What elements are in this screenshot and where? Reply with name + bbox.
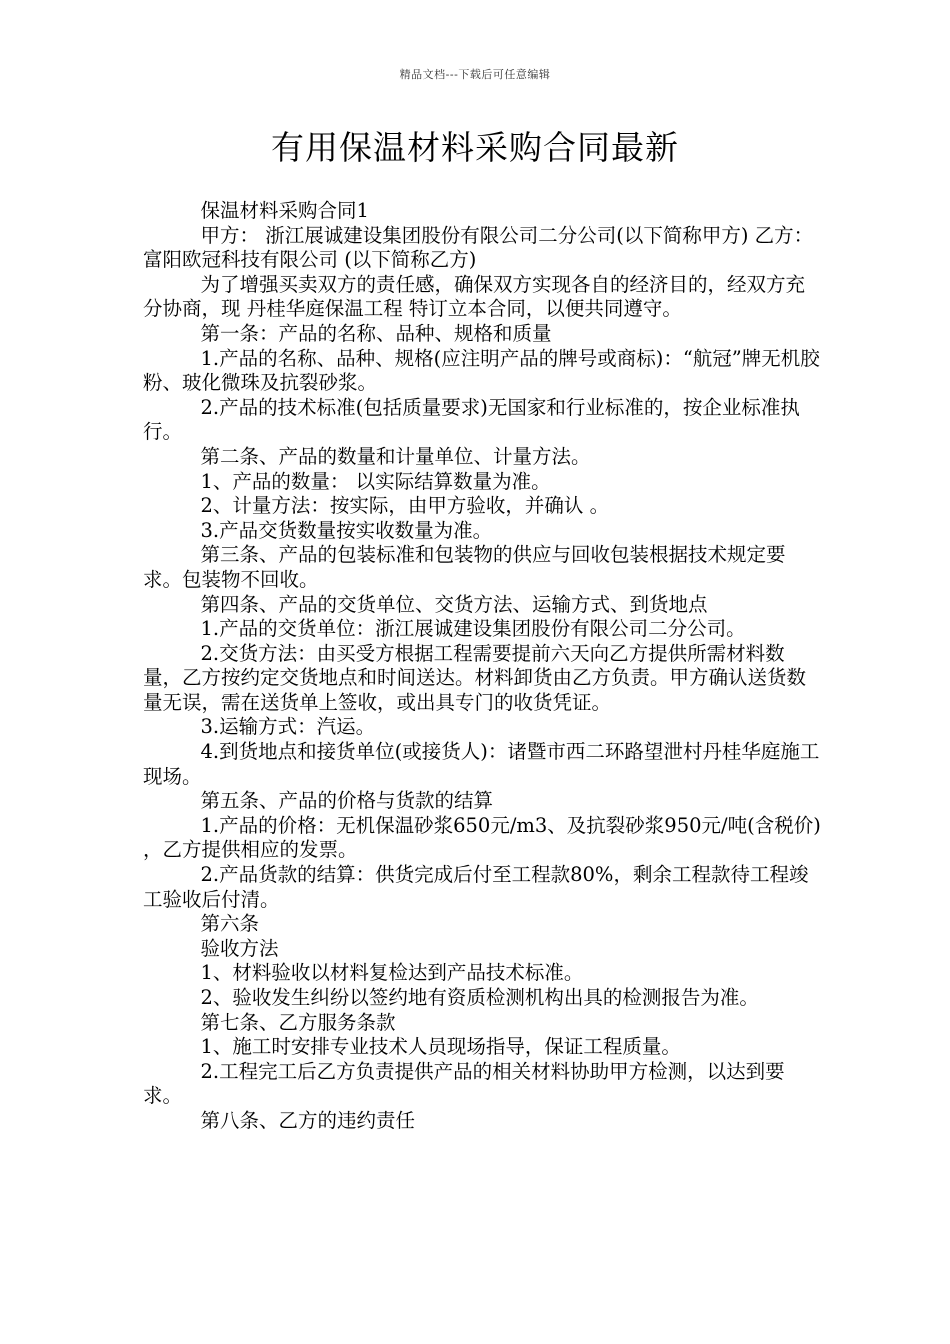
paragraph-26: 2.工程完工后乙方负责提供产品的相关材料协助甲方检测，以达到要求。: [143, 1059, 785, 1108]
paragraph-3: 为了增强买卖双方的责任感，确保双方实现各自的经济目的，经双方充分协商，现 丹桂华庭保温工程 特订立本合同，以便共同遵守。: [143, 272, 806, 321]
paragraph-17: 第五条、产品的价格与货款的结算: [200, 789, 494, 813]
paragraph-16: 4.到货地点和接货单位(或接货人)：诸暨市西二环路望泄村丹桂华庭施工现场。: [143, 740, 820, 788]
paragraph-6: 2.产品的技术标准(包括质量要求)无国家和行业标准的，按企业标准执行。: [143, 395, 800, 444]
paragraph-11: 第三条、产品的包装标准和包装物的供应与回收包装根据技术规定要求。包装物不回收。: [143, 543, 786, 591]
paragraph-9: 2、计量方法：按实际，由甲方验收，并确认 。: [200, 494, 610, 518]
paragraph-20: 第六条: [200, 912, 260, 936]
paragraph-8: 1、产品的数量： 以实际结算数量为准。: [200, 469, 551, 493]
paragraph-14: 2.交货方法：由买受方根据工程需要提前六天向乙方提供所需材料数量，乙方按约定交货地点和时间送达。材料卸货由乙方负责。甲方确认送货数量无误，需在送货单上签收，或出具专门的收货凭证。: [143, 641, 807, 714]
paragraph-24: 第七条、乙方服务条款: [200, 1010, 396, 1034]
paragraph-2: 甲方： 浙江展诚建设集团股份有限公司二分公司(以下简称甲方) 乙方： 富阳欧冠科技有限公司 (以下简称乙方): [143, 223, 814, 272]
paragraph-4: 第一条：产品的名称、品种、规格和质量: [200, 321, 552, 345]
paragraph-21: 验收方法: [200, 936, 279, 960]
paragraph-10: 3.产品交货数量按实收数量为准。: [200, 518, 493, 542]
paragraph-18: 1.产品的价格：无机保温砂浆650元/m3、及抗裂砂浆950元/吨(含税价) ，乙方提供相应的发票。: [143, 813, 821, 862]
paragraph-7: 第二条、产品的数量和计量单位、计量方法。: [200, 444, 591, 468]
paragraph-15: 3.运输方式：汽运。: [200, 715, 376, 739]
document-body: [143, 199, 823, 1134]
paragraph-19: 2.产品货款的结算：供货完成后付至工程款80%，剩余工程款待工程竣工验收后付清。: [143, 863, 809, 911]
header-note: 精品文档---下载后可任意编辑: [399, 68, 551, 81]
paragraph-5: 1.产品的名称、品种、规格(应注明产品的牌号或商标)：“航冠”牌无机胶粉、玻化微珠及抗裂砂浆。: [143, 346, 820, 395]
paragraph-1: 保温材料采购合同1: [200, 199, 369, 222]
paragraph-27: 第八条、乙方的违约责任: [200, 1108, 416, 1132]
paragraph-22: 1、材料验收以材料复检达到产品技术标准。: [200, 961, 584, 985]
paragraph-12: 第四条、产品的交货单位、交货方法、运输方式、到货地点: [200, 592, 708, 616]
document-title: 有用保温材料采购合同最新: [271, 128, 679, 167]
paragraph-13: 1.产品的交货单位：浙江展诚建设集团股份有限公司二分公司。: [200, 617, 746, 641]
paragraph-23: 2、验收发生纠纷以签约地有资质检测机构出具的检测报告为准。: [200, 986, 759, 1009]
paragraph-25: 1、施工时安排专业技术人员现场指导，保证工程质量。: [200, 1035, 681, 1059]
